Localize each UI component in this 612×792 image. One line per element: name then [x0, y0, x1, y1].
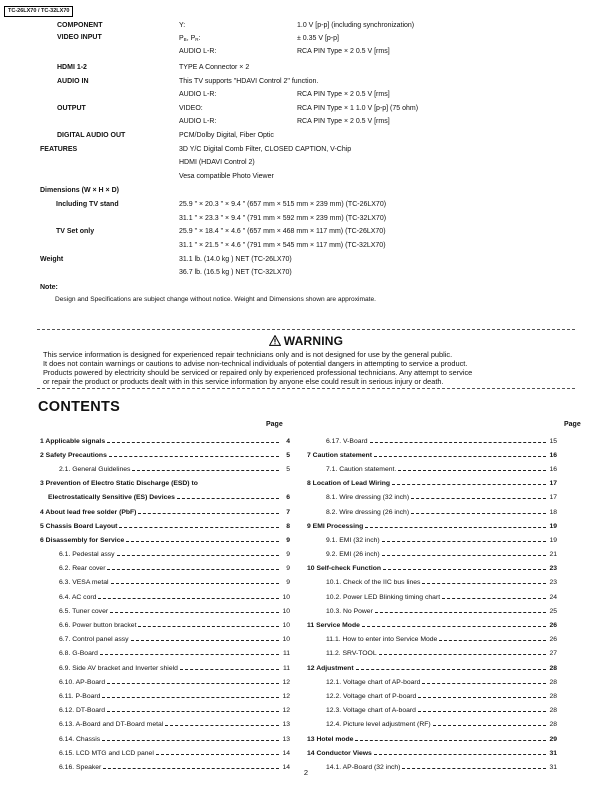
toc-entry[interactable]: [40, 462, 290, 476]
toc-leader-dots: [355, 740, 546, 741]
toc-leader-dots: [433, 725, 546, 726]
toc-leader-dots: [102, 697, 279, 698]
toc-entry[interactable]: [40, 519, 290, 533]
spec-hdmi-label: HDMI 1-2: [57, 64, 87, 71]
toc-entry-page: 5: [286, 465, 290, 473]
toc-leader-dots: [418, 697, 546, 698]
toc-leader-dots: [365, 527, 546, 528]
toc-entry-page: 12: [282, 678, 290, 686]
toc-entry-label: 13 Hotel mode: [307, 735, 354, 743]
toc-entry-page: 28: [549, 678, 557, 686]
toc-entry[interactable]: [307, 604, 557, 618]
toc-entry[interactable]: [307, 462, 557, 476]
toc-entry[interactable]: [307, 618, 557, 632]
toc-entry-page: 19: [549, 522, 557, 530]
pb-subscript: B: [183, 37, 187, 42]
spec-dimensions-label: Dimensions (W × H × D): [40, 187, 119, 194]
toc-leader-dots: [374, 456, 546, 457]
toc-entry[interactable]: [40, 689, 290, 703]
toc-entry-page: 31: [549, 763, 557, 771]
toc-entry[interactable]: [307, 689, 557, 703]
toc-entry-label: 6.8. G-Board: [59, 650, 98, 658]
toc-entry-page: 24: [549, 593, 557, 601]
toc-entry[interactable]: [40, 491, 290, 505]
model-tag: TC-26LX70 / TC-32LX70: [4, 6, 73, 17]
toc-entry[interactable]: [40, 533, 290, 547]
pb-pr-colon: :: [198, 35, 201, 42]
toc-leader-dots: [107, 569, 279, 570]
toc-entry-page: 17: [549, 480, 557, 488]
page-number: 2: [303, 768, 309, 777]
toc-leader-dots: [392, 484, 546, 485]
toc-entry[interactable]: [40, 633, 290, 647]
toc-entry-page: 9: [286, 551, 290, 559]
toc-entry[interactable]: [40, 718, 290, 732]
toc-entry-label: 6 Disassembly for Service: [40, 536, 125, 544]
toc-leader-dots: [398, 470, 546, 471]
spec-component-label: COMPONENT: [57, 22, 103, 29]
toc-entry-page: 9: [286, 579, 290, 587]
spec-weight-label: Weight: [40, 256, 64, 263]
toc-entry-page: 13: [282, 735, 290, 743]
toc-leader-dots: [362, 626, 546, 627]
toc-leader-dots: [98, 598, 279, 599]
toc-entry[interactable]: [307, 746, 557, 760]
toc-entry-label: 9.2. EMI (26 inch): [326, 551, 380, 559]
toc-entry[interactable]: [307, 477, 557, 491]
toc-entry-label: 11 Service Mode: [307, 622, 360, 630]
toc-entry-page: 9: [286, 536, 290, 544]
toc-entry-label: 14 Conductor Views: [307, 749, 372, 757]
toc-entry-label: 9 EMI Processing: [307, 522, 364, 530]
toc-entry[interactable]: [40, 562, 290, 576]
toc-entry-page: 18: [549, 508, 557, 516]
toc-entry-page: 19: [549, 536, 557, 544]
spec-pb-pr-label: [179, 34, 200, 44]
toc-leader-dots: [107, 711, 279, 712]
toc-entry-label: 6.5. Tuner cover: [59, 607, 109, 615]
spec-weight-1: 31.1 lb. (14.0 kg ) NET (TC-26LX70): [179, 256, 292, 263]
toc-entry-page: 12: [282, 692, 290, 700]
toc-entry-label: 6.3. VESA metal: [59, 579, 109, 587]
toc-leader-dots: [119, 527, 279, 528]
toc-entry-label: 12.1. Voltage chart of AP-board: [326, 678, 421, 686]
toc-entry[interactable]: [307, 718, 557, 732]
toc-entry-page: 27: [549, 650, 557, 658]
spec-pb-pr-value: ± 0.35 V [p-p]: [297, 35, 339, 42]
toc-entry[interactable]: [307, 590, 557, 604]
toc-entry[interactable]: [40, 448, 290, 462]
toc-leader-dots: [109, 456, 279, 457]
toc-entry-label: 6.11. P-Board: [59, 692, 101, 700]
toc-entry[interactable]: [307, 704, 557, 718]
toc-entry-label: 6.17. V-Board: [326, 437, 368, 445]
toc-leader-dots: [379, 654, 546, 655]
toc-entry-page: 10: [282, 593, 290, 601]
toc-entry-page: 4: [286, 437, 290, 445]
toc-entry-label: 8 Location of Lead Wiring: [307, 480, 391, 488]
spec-audio-in-value: This TV supports "HDAVI Control 2" function.: [179, 78, 319, 85]
toc-entry[interactable]: [307, 576, 557, 590]
toc-entry-page: 9: [286, 565, 290, 573]
toc-entry-page: 23: [549, 565, 557, 573]
toc-entry[interactable]: [40, 477, 290, 491]
toc-entry[interactable]: [40, 704, 290, 718]
toc-leader-dots: [356, 669, 546, 670]
spec-digital-audio-value: PCM/Dolby Digital, Fiber Optic: [179, 132, 274, 139]
spec-output-video-value: RCA PIN Type × 1 1.0 V [p-p] (75 ohm): [297, 105, 419, 112]
toc-leader-dots: [132, 470, 279, 471]
toc-entry-label: 14.1. AP-Board (32 inch): [326, 763, 401, 771]
toc-entry[interactable]: [40, 647, 290, 661]
toc-entry[interactable]: [307, 519, 557, 533]
toc-entry[interactable]: [307, 732, 557, 746]
toc-entry-label: 3 Prevention of Electro Static Discharge (ESD) to: [40, 480, 198, 488]
toc-entry-page: 28: [549, 721, 557, 729]
toc-leader-dots: [117, 555, 279, 556]
spec-y-value: 1.0 V [p-p] (including synchronization): [297, 22, 415, 29]
toc-leader-dots: [370, 442, 546, 443]
toc-entry-page: 16: [549, 465, 557, 473]
spec-hdmi-value: TYPE A Connector × 2: [179, 64, 250, 71]
spec-features-label: FEATURES: [40, 146, 78, 153]
toc-entry-label: 6.16. Speaker: [59, 763, 102, 771]
toc-entry-page: 28: [549, 664, 557, 672]
toc-leader-dots: [177, 498, 279, 499]
toc-entry[interactable]: [40, 434, 290, 448]
toc-entry-label: 8.2. Wire dressing (26 inch): [326, 508, 410, 516]
toc-leader-dots: [439, 640, 546, 641]
toc-entry[interactable]: [40, 675, 290, 689]
spec-output-label: OUTPUT: [57, 105, 86, 112]
spec-including-stand-label: Including TV stand: [56, 201, 119, 208]
spec-output-audio-label: AUDIO L-R:: [179, 118, 217, 125]
toc-entry[interactable]: [307, 533, 557, 547]
spec-output-audio-value: RCA PIN Type × 2 0.5 V [rms]: [297, 118, 390, 125]
page-column-header-right: Page: [564, 421, 581, 428]
toc-entry-page: 6: [286, 494, 290, 502]
toc-leader-dots: [375, 612, 546, 613]
spec-video-input-label: VIDEO INPUT: [57, 34, 102, 41]
spec-features-2: HDMI (HDAVI Control 2): [179, 159, 255, 166]
toc-entry-page: 14: [282, 749, 290, 757]
toc-entry[interactable]: [307, 675, 557, 689]
toc-entry-label: 8.1. Wire dressing (32 inch): [326, 494, 410, 502]
toc-entry-page: 29: [549, 735, 557, 743]
toc-entry-page: 10: [282, 607, 290, 615]
toc-leader-dots: [442, 598, 546, 599]
toc-entry-label: 12.3. Voltage chart of A-board: [326, 707, 416, 715]
toc-entry-label: 6.10. AP-Board: [59, 678, 106, 686]
toc-entry-page: 8: [286, 522, 290, 530]
toc-entry-label: 12 Adjustment: [307, 664, 354, 672]
toc-entry-label: 6.15. LCD MTG and LCD panel: [59, 749, 154, 757]
toc-entry-label: 5 Chassis Board Layout: [40, 522, 118, 530]
toc-leader-dots: [411, 498, 546, 499]
spec-features-3: Vesa compatible Photo Viewer: [179, 173, 274, 180]
toc-entry-label: 6.4. AC cord: [59, 593, 97, 601]
toc-entry-label: 7 Caution statement: [307, 451, 372, 459]
spec-audio-lr-value: RCA PIN Type × 2 0.5 V [rms]: [297, 48, 390, 55]
toc-leader-dots: [418, 711, 546, 712]
warning-line-4: or repair the product or products dealt with in this service information by anyone else could result in serious injury or death.: [43, 377, 444, 386]
toc-entry-page: 10: [282, 622, 290, 630]
toc-entry-page: 11: [282, 650, 290, 658]
warning-title: [37, 334, 575, 348]
note-text: Design and Specifications are subject change without notice. Weight and Dimensions shown are approximate.: [55, 296, 376, 303]
pr-prefix: , P: [186, 35, 196, 42]
toc-entry[interactable]: [40, 746, 290, 760]
toc-leader-dots: [107, 683, 279, 684]
toc-entry-label: 9.1. EMI (32 inch): [326, 536, 380, 544]
toc-entry-label: 10 Self-check Function: [307, 565, 382, 573]
toc-entry[interactable]: [307, 633, 557, 647]
toc-entry-page: 25: [549, 607, 557, 615]
toc-entry-page: 5: [286, 451, 290, 459]
toc-entry-label: Electrostatically Sensitive (ES) Devices: [48, 494, 175, 502]
toc-leader-dots: [156, 754, 279, 755]
warning-title-text: WARNING: [283, 334, 344, 348]
spec-tv-set-label: TV Set only: [56, 228, 95, 235]
toc-leader-dots: [138, 513, 279, 514]
toc-entry[interactable]: [307, 548, 557, 562]
toc-entry-page: 23: [549, 579, 557, 587]
toc-entry-page: 15: [549, 437, 557, 445]
toc-entry-label: 6.12. DT-Board: [59, 707, 106, 715]
warning-line-2: It does not contain warnings or cautions to advise non-technical individuals of potential dangers in attempting to service a product.: [43, 359, 468, 368]
toc-entry[interactable]: [307, 661, 557, 675]
spec-tv-set-2: 31.1 " × 21.5 " × 4.6 " (791 mm × 545 mm × 117 mm) (TC-32LX70): [179, 242, 386, 249]
note-label: Note:: [40, 284, 58, 291]
toc-entry-label: 10.2. Power LED Blinking timing chart: [326, 593, 441, 601]
toc-entry-label: 6.9. Side AV bracket and Inverter shield: [59, 664, 178, 672]
toc-leader-dots: [111, 583, 280, 584]
toc-entry[interactable]: [307, 562, 557, 576]
toc-entry-label: 6.7. Control panel assy: [59, 636, 129, 644]
toc-entry[interactable]: [307, 505, 557, 519]
toc-left-column: [40, 434, 290, 775]
toc-entry-page: 16: [549, 451, 557, 459]
toc-leader-dots: [422, 683, 546, 684]
toc-entry[interactable]: [40, 661, 290, 675]
toc-entry-page: 26: [549, 622, 557, 630]
toc-entry-label: 11.1. How to enter into Service Mode: [326, 636, 438, 644]
toc-entry-page: 28: [549, 692, 557, 700]
toc-leader-dots: [382, 541, 546, 542]
toc-entry-label: 6.13. A-Board and DT-Board metal: [59, 721, 164, 729]
toc-entry-label: 10.1. Check of the IIC bus lines: [326, 579, 421, 587]
toc-entry-label: 4 About lead free solder (PbF): [40, 508, 137, 516]
toc-entry-page: 17: [549, 494, 557, 502]
contents-title: CONTENTS: [38, 399, 121, 415]
toc-leader-dots: [110, 612, 279, 613]
spec-including-stand-1: 25.9 " × 20.3 " × 9.4 " (657 mm × 515 mm × 239 mm) (TC-26LX70): [179, 201, 387, 208]
spec-audio-in-lr-label: AUDIO L-R:: [179, 91, 217, 98]
toc-entry-label: 1 Applicable signals: [40, 437, 106, 445]
toc-entry[interactable]: [40, 505, 290, 519]
toc-leader-dots: [107, 442, 279, 443]
toc-leader-dots: [411, 513, 546, 514]
toc-leader-dots: [138, 626, 279, 627]
toc-entry-label: 2 Safety Precautions: [40, 451, 107, 459]
toc-entry-label: 6.2. Rear cover: [59, 565, 106, 573]
toc-entry-label: 11.2. SRV-TOOL: [326, 650, 377, 658]
toc-leader-dots: [383, 569, 546, 570]
toc-entry[interactable]: [40, 618, 290, 632]
toc-entry-page: 31: [549, 749, 557, 757]
spec-audio-in-lr-value: RCA PIN Type × 2 0.5 V [rms]: [297, 91, 390, 98]
spec-tv-set-1: 25.9 " × 18.4 " × 4.6 " (657 mm × 468 mm × 117 mm) (TC-26LX70): [179, 228, 386, 235]
toc-entry-page: 21: [549, 551, 557, 559]
toc-entry-page: 7: [286, 508, 290, 516]
toc-entry-page: 10: [282, 636, 290, 644]
toc-leader-dots: [374, 754, 546, 755]
toc-entry-label: 10.3. No Power: [326, 607, 373, 615]
warning-box: [37, 329, 575, 389]
toc-leader-dots: [180, 669, 279, 670]
toc-entry-label: 2.1. General Guidelines: [59, 465, 131, 473]
toc-entry[interactable]: [40, 576, 290, 590]
spec-digital-audio-label: DIGITAL AUDIO OUT: [57, 132, 126, 139]
toc-leader-dots: [102, 740, 279, 741]
toc-entry-page: 12: [282, 707, 290, 715]
toc-leader-dots: [126, 541, 279, 542]
toc-entry[interactable]: [40, 548, 290, 562]
pb-prefix: P: [179, 35, 184, 42]
toc-leader-dots: [100, 654, 279, 655]
toc-entry-label: 6.1. Pedestal assy: [59, 551, 115, 559]
toc-entry-label: 6.14. Chassis: [59, 735, 101, 743]
toc-leader-dots: [422, 583, 546, 584]
spec-audio-in-label: AUDIO IN: [57, 78, 89, 85]
spec-y-label: Y:: [179, 22, 186, 29]
spec-including-stand-2: 31.1 " × 23.3 " × 9.4 " (791 mm × 592 mm × 239 mm) (TC-32LX70): [179, 215, 387, 222]
toc-leader-dots: [382, 555, 546, 556]
toc-leader-dots: [131, 640, 279, 641]
spec-weight-2: 36.7 lb. (16.5 kg ) NET (TC-32LX70): [179, 269, 292, 276]
toc-entry[interactable]: [40, 732, 290, 746]
toc-entry-label: 7.1. Caution statement.: [326, 465, 397, 473]
toc-entry[interactable]: [307, 647, 557, 661]
spec-features-1: 3D Y/C Digital Comb Filter, CLOSED CAPTION, V-Chip: [179, 146, 352, 153]
warning-line-1: This service information is designed for experienced repair technicians only and is not designed for use by the general public.: [43, 350, 453, 359]
toc-entry[interactable]: [307, 491, 557, 505]
toc-entry[interactable]: [40, 604, 290, 618]
spec-output-video-label: VIDEO:: [179, 105, 203, 112]
spec-audio-lr-label: AUDIO L-R:: [179, 48, 217, 55]
toc-right-column: [307, 434, 557, 775]
toc-entry-page: 11: [282, 664, 290, 672]
toc-entry-label: 12.4. Picture level adjustment (RF): [326, 721, 431, 729]
warning-triangle-icon: [269, 335, 281, 346]
toc-entry-page: 28: [549, 707, 557, 715]
toc-entry-label: 12.2. Voltage chart of P-board: [326, 692, 417, 700]
toc-entry-label: 6.6. Power button bracket: [59, 622, 137, 630]
page-column-header-left: Page: [266, 421, 283, 428]
toc-entry-page: 14: [282, 763, 290, 771]
toc-entry[interactable]: [307, 448, 557, 462]
toc-entry-page: 13: [282, 721, 290, 729]
toc-leader-dots: [165, 725, 279, 726]
toc-entry[interactable]: [40, 590, 290, 604]
pr-subscript: R: [195, 37, 199, 42]
warning-line-3: Products powered by electricity should be serviced or repaired only by experienced professional technicians. Any attempt to service: [43, 368, 473, 377]
toc-entry[interactable]: [307, 434, 557, 448]
toc-entry-page: 26: [549, 636, 557, 644]
